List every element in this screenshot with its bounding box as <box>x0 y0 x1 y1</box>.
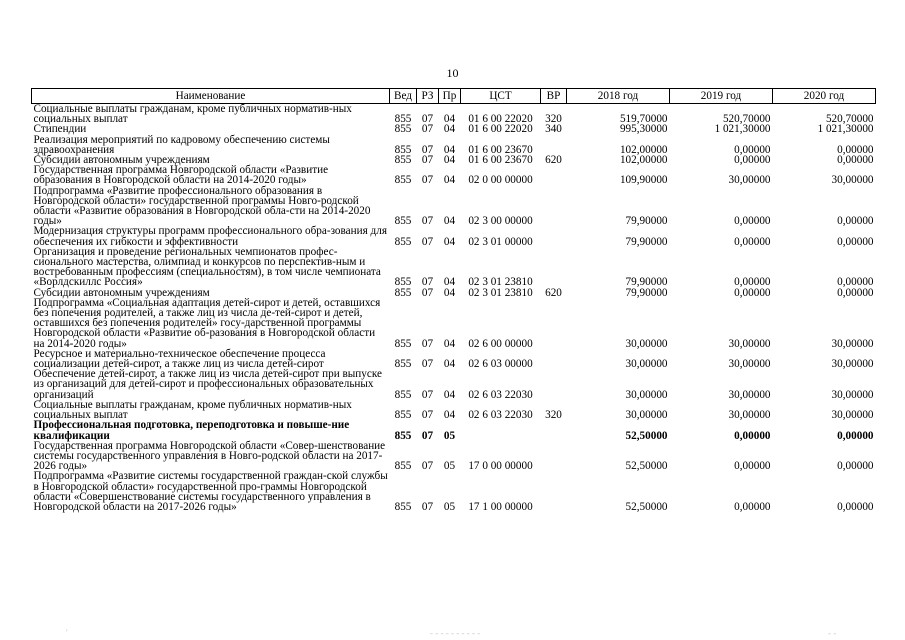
table-row <box>32 104 876 125</box>
row-2020: 30,00000 <box>831 409 874 422</box>
row-rz: 07 <box>421 215 434 228</box>
row-rz: 07 <box>421 123 434 136</box>
row-pr: 04 <box>443 286 456 299</box>
row-2020: 30,00000 <box>831 358 874 371</box>
table-row <box>32 420 876 440</box>
row-cst: 17 0 00 00000 <box>468 460 533 473</box>
row-cst: 02 0 00 00000 <box>468 174 533 187</box>
table-row <box>32 471 876 512</box>
table-row <box>32 135 876 155</box>
row-2019: 520,70000 <box>722 113 771 126</box>
row-cst: 01 6 00 23670 <box>468 154 533 167</box>
row-2018: 52,50000 <box>625 429 668 442</box>
row-rz: 07 <box>421 154 434 167</box>
row-2019: 0,00000 <box>734 460 771 473</box>
row-pr: 04 <box>443 113 456 126</box>
row-ved: 855 <box>394 388 412 401</box>
row-vr: 340 <box>545 123 562 136</box>
row-name: Подпрограмма «Развитие системы государственной граждан-ской службы в Новгородской области» государственной про-граммы Новгородской области «Совершенствование системы государственного управления в Новгородской области на 2017-2026 годы» <box>33 470 388 513</box>
row-2018: 30,00000 <box>625 358 668 371</box>
row-vr: 320 <box>545 113 562 126</box>
table-row <box>32 165 876 185</box>
row-vr <box>541 247 567 288</box>
row-rz: 07 <box>421 429 434 442</box>
row-name: Обеспечение детей-сирот, а также лиц из числа детей-сирот при выпуске из организаций для детей-сирот и профессиональных образовательных организаций <box>33 368 382 401</box>
row-2020: 0,00000 <box>837 154 874 167</box>
row-ved: 855 <box>394 276 412 289</box>
row-name: Социальные выплаты гражданам, кроме публичных норматив-ных социальных выплат <box>33 103 352 126</box>
row-2019: 0,00000 <box>734 429 771 442</box>
row-rz: 07 <box>421 235 434 248</box>
row-2020: 1 021,30000 <box>817 123 874 136</box>
page-number: 10 <box>446 66 459 80</box>
table-row <box>32 441 876 472</box>
row-rz: 07 <box>421 337 434 350</box>
row-rz: 07 <box>421 388 434 401</box>
scan-mark: - - - - - - - - - - <box>430 628 481 638</box>
row-2018: 30,00000 <box>625 337 668 350</box>
row-2020: 0,00000 <box>837 235 874 248</box>
table-row <box>32 298 876 349</box>
row-name: Организация и проведение региональных чемпионатов профес-сионального мастерства, олимпиад и конкурсов по перспектив-ным и востребованным профессиям (специальностям), в том числе чемпионата «Ворлдскиллс Россия» <box>33 245 381 289</box>
row-cst: 01 6 00 23670 <box>468 143 533 156</box>
row-rz: 07 <box>421 286 434 299</box>
row-2020: 0,00000 <box>837 143 874 156</box>
row-name: Государственная программа Новгородской области «Совер-шенствование системы государственного управления в Новго-родской области на 2017-2026 годы» <box>33 439 386 473</box>
row-vr: 320 <box>545 409 562 422</box>
row-2020: 0,00000 <box>837 286 874 299</box>
row-vr <box>541 471 567 512</box>
row-ved: 855 <box>394 154 412 167</box>
header-name: Наименование <box>32 89 390 104</box>
row-ved: 855 <box>394 460 412 473</box>
row-pr: 04 <box>443 276 456 289</box>
row-vr <box>541 441 567 472</box>
row-2019: 1 021,30000 <box>714 123 771 136</box>
row-ved: 855 <box>394 215 412 228</box>
row-pr: 04 <box>443 388 456 401</box>
row-2019: 30,00000 <box>728 388 771 401</box>
row-2020: 0,00000 <box>837 429 874 442</box>
row-ved: 855 <box>394 429 412 442</box>
row-2018: 519,70000 <box>619 113 668 126</box>
row-cst: 02 3 01 23810 <box>468 276 533 289</box>
row-vr <box>541 186 567 227</box>
row-cst: 02 3 01 00000 <box>468 235 533 248</box>
header-ved: Вед <box>390 89 417 104</box>
row-2020: 30,00000 <box>831 388 874 401</box>
row-2020: 30,00000 <box>831 337 874 350</box>
scan-mark: ' <box>66 628 68 638</box>
header-2018: 2018 год <box>567 89 670 104</box>
row-ved: 855 <box>394 235 412 248</box>
row-ved: 855 <box>394 174 412 187</box>
row-pr: 04 <box>443 358 456 371</box>
row-cst: 01 6 00 22020 <box>468 113 533 126</box>
row-pr: 05 <box>443 460 456 473</box>
row-cst: 01 6 00 22020 <box>468 123 533 136</box>
row-2019: 0,00000 <box>734 235 771 248</box>
row-vr <box>541 298 567 349</box>
row-2018: 102,00000 <box>619 143 668 156</box>
row-cst <box>461 420 541 440</box>
row-2020: 0,00000 <box>837 215 874 228</box>
header-cst: ЦСТ <box>461 89 541 104</box>
row-pr: 04 <box>443 235 456 248</box>
row-name: Профессиональная подготовка, переподготовка и повыше-ние квалификации <box>33 419 350 442</box>
row-vr: 620 <box>545 286 562 299</box>
row-2019: 30,00000 <box>728 337 771 350</box>
row-ved: 855 <box>394 409 412 422</box>
row-name: Ресурсное и материально-техническое обеспечение процесса социализации детей-сирот, а также лиц из числа детей-сирот <box>33 347 326 371</box>
row-cst: 02 6 03 00000 <box>468 358 533 371</box>
row-2020: 0,00000 <box>837 500 874 513</box>
scan-artifacts <box>0 628 905 640</box>
row-2018: 109,90000 <box>619 174 668 187</box>
row-2018: 52,50000 <box>625 460 668 473</box>
row-2018: 30,00000 <box>625 388 668 401</box>
row-rz: 07 <box>421 500 434 513</box>
row-vr <box>541 135 567 155</box>
row-ved: 855 <box>394 123 412 136</box>
row-2019: 30,00000 <box>728 358 771 371</box>
row-2019: 30,00000 <box>728 174 771 187</box>
row-rz: 07 <box>421 460 434 473</box>
row-2019: 0,00000 <box>734 215 771 228</box>
row-cst: 02 6 03 22030 <box>468 388 533 401</box>
row-rz: 07 <box>421 174 434 187</box>
row-2019: 0,00000 <box>734 286 771 299</box>
row-pr: 04 <box>443 215 456 228</box>
row-2018: 30,00000 <box>625 409 668 422</box>
table-header <box>32 89 876 104</box>
row-name: Социальные выплаты гражданам, кроме публичных норматив-ных социальных выплат <box>33 398 352 422</box>
row-name: Модернизация структуры программ профессионального обра-зования для обеспечения их гибкости и эффективности <box>33 225 387 248</box>
header-vr: ВР <box>541 89 567 104</box>
table-row <box>32 226 876 246</box>
table-body <box>32 104 876 513</box>
row-2020: 520,70000 <box>825 113 874 126</box>
row-ved: 855 <box>394 337 412 350</box>
header-rz: РЗ <box>417 89 439 104</box>
row-pr: 04 <box>443 337 456 350</box>
row-name: Субсидии автономным учреждениям <box>33 154 210 167</box>
row-ved: 855 <box>394 358 412 371</box>
row-2019: 0,00000 <box>734 143 771 156</box>
row-ved: 855 <box>394 143 412 156</box>
row-2018: 79,90000 <box>625 286 668 299</box>
header-2019: 2019 год <box>670 89 773 104</box>
row-pr: 04 <box>443 143 456 156</box>
table-row <box>32 369 876 400</box>
row-2019: 30,00000 <box>728 409 771 422</box>
row-2020: 30,00000 <box>831 174 874 187</box>
row-name: Стипендии <box>33 123 87 136</box>
row-2018: 995,30000 <box>619 123 668 136</box>
row-vr <box>541 369 567 400</box>
header-pr: Пр <box>439 89 461 104</box>
row-rz: 07 <box>421 358 434 371</box>
table-row <box>32 247 876 288</box>
table-row <box>32 400 876 420</box>
budget-table <box>31 88 876 512</box>
row-2018: 79,90000 <box>625 235 668 248</box>
row-name: Субсидии автономным учреждениям <box>33 286 210 299</box>
row-pr: 04 <box>443 154 456 167</box>
row-vr <box>541 165 567 185</box>
row-ved: 855 <box>394 113 412 126</box>
row-vr <box>541 349 567 369</box>
row-2020: 0,00000 <box>837 460 874 473</box>
row-cst: 02 6 03 22030 <box>468 409 533 422</box>
row-vr <box>541 420 567 440</box>
row-pr: 05 <box>443 429 456 442</box>
row-2018: 52,50000 <box>625 500 668 513</box>
row-cst: 02 3 00 00000 <box>468 215 533 228</box>
row-pr: 04 <box>443 174 456 187</box>
header-2020: 2020 год <box>773 89 876 104</box>
scan-mark: - - <box>828 628 837 638</box>
row-2019: 0,00000 <box>734 500 771 513</box>
row-ved: 855 <box>394 286 412 299</box>
row-name: Подпрограмма «Развитие профессионального образования в Новгородской области» государственной программы Новго-родской области «Развитие образования в Новгородской обла-сти на 2014-2020 годы» <box>33 184 371 228</box>
table-row <box>32 349 876 369</box>
row-2018: 79,90000 <box>625 276 668 289</box>
row-name: Государственная программа Новгородской области «Развитие образования в Новгородской области на 2014-2020 годы» <box>33 164 329 187</box>
row-pr: 04 <box>443 409 456 422</box>
row-2020: 0,00000 <box>837 276 874 289</box>
row-pr: 05 <box>443 500 456 513</box>
table-row <box>32 186 876 227</box>
row-ved: 855 <box>394 500 412 513</box>
row-vr: 620 <box>545 154 562 167</box>
row-cst: 17 1 00 00000 <box>468 500 533 513</box>
row-pr: 04 <box>443 123 456 136</box>
row-name: Реализация мероприятий по кадровому обеспечению системы здравоохранения <box>33 133 330 156</box>
row-rz: 07 <box>421 113 434 126</box>
row-2019: 0,00000 <box>734 276 771 289</box>
row-rz: 07 <box>421 143 434 156</box>
row-vr <box>541 226 567 246</box>
row-name: Подпрограмма «Социальная адаптация детей-сирот и детей, оставшихся без попечения родителей, а также лиц из числа де-тей-сирот и детей, оставшихся без попечения родителей» госу-дарственной программы Новгородской области «Развитие об-разования в Новгородской области на 2014-2020 годы» <box>33 296 381 350</box>
row-cst: 02 3 01 23810 <box>468 286 533 299</box>
row-rz: 07 <box>421 409 434 422</box>
row-2018: 79,90000 <box>625 215 668 228</box>
row-rz: 07 <box>421 276 434 289</box>
row-2018: 102,00000 <box>619 154 668 167</box>
row-cst: 02 6 00 00000 <box>468 337 533 350</box>
row-2019: 0,00000 <box>734 154 771 167</box>
